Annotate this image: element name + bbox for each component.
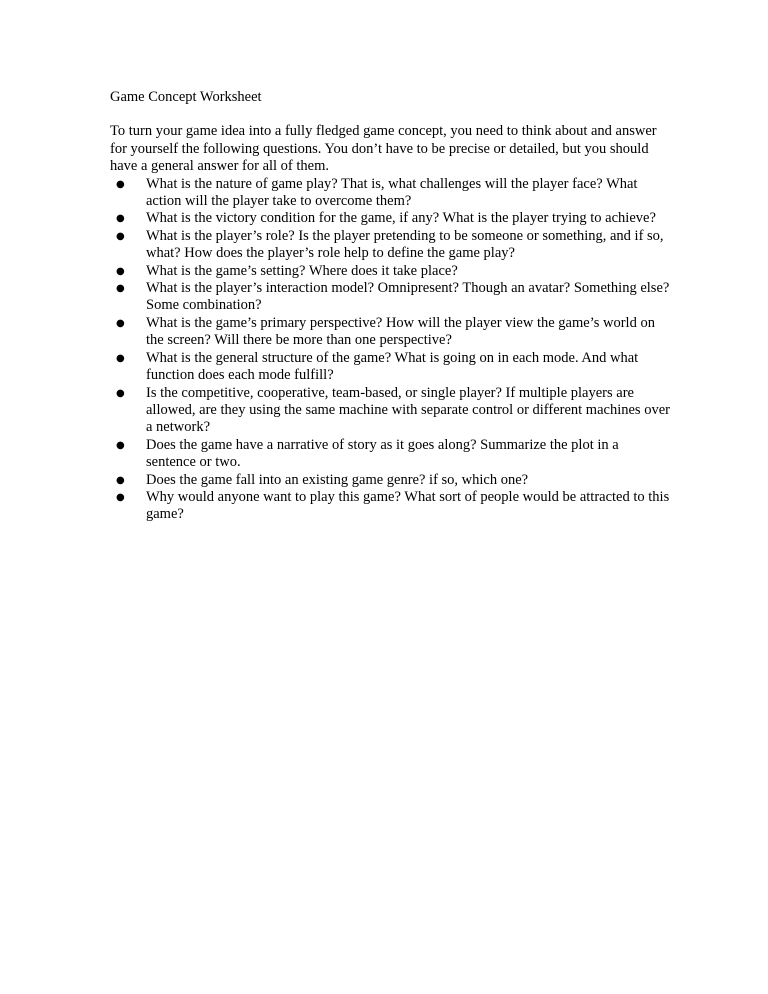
question-item [110, 350, 670, 385]
question-text: What is the player’s interaction model? Omnipresent? Though an avatar? Something else? Some combination? [146, 280, 670, 314]
question-text: What is the game’s primary perspective? How will the player view the game’s world on the screen? Will there be more than one perspective? [146, 314, 655, 349]
question-text: Does the game have a narrative of story as it goes along? Summarize the plot in a sentence or two. [146, 436, 619, 471]
question-text: Is the competitive, cooperative, team-based, or single player? If multiple players are allowed, are they using the same machine with separate control or different machines over a network? [146, 384, 670, 436]
question-item [110, 472, 670, 489]
question-item [110, 176, 670, 211]
bullet-icon: ● [116, 439, 125, 451]
question-text: Does the game fall into an existing game genre? if so, which one? [146, 471, 529, 488]
question-item [110, 489, 670, 524]
question-item [110, 263, 670, 280]
question-item [110, 210, 670, 227]
worksheet-page [110, 89, 670, 524]
question-text: What is the nature of game play? That is, what challenges will the player face? What action will the player take to overcome them? [146, 175, 638, 210]
bullet-icon: ● [116, 491, 125, 503]
bullet-icon: ● [116, 230, 125, 242]
question-item [110, 280, 670, 315]
bullet-icon: ● [116, 178, 125, 190]
bullet-icon: ● [116, 317, 125, 329]
question-text: What is the general structure of the game? What is going on in each mode. And what function does each mode fulfill? [146, 349, 639, 384]
question-text: What is the game’s setting? Where does it take place? [146, 262, 458, 279]
question-item [110, 228, 670, 263]
question-item [110, 385, 670, 437]
question-text: What is the victory condition for the game, if any? What is the player trying to achieve? [146, 210, 656, 227]
bullet-icon: ● [116, 387, 125, 399]
intro-paragraph: To turn your game idea into a fully fledged game concept, you need to think about and answer for yourself the following questions. You don’t have to be precise or detailed, but you should have a general answer for all of them. [110, 123, 657, 175]
bullet-icon: ● [116, 283, 125, 295]
question-list [110, 176, 670, 524]
question-text: What is the player’s role? Is the player pretending to be someone or something, and if so, what? How does the player’s role help to define the game play? [146, 227, 664, 262]
bullet-icon: ● [116, 265, 125, 277]
document-title: Game Concept Worksheet [110, 89, 262, 105]
bullet-icon: ● [116, 474, 125, 486]
question-item [110, 315, 670, 350]
bullet-icon: ● [116, 213, 125, 225]
bullet-icon: ● [116, 352, 125, 364]
question-text: Why would anyone want to play this game? What sort of people would be attracted to this game? [146, 488, 670, 523]
question-item [110, 437, 670, 472]
